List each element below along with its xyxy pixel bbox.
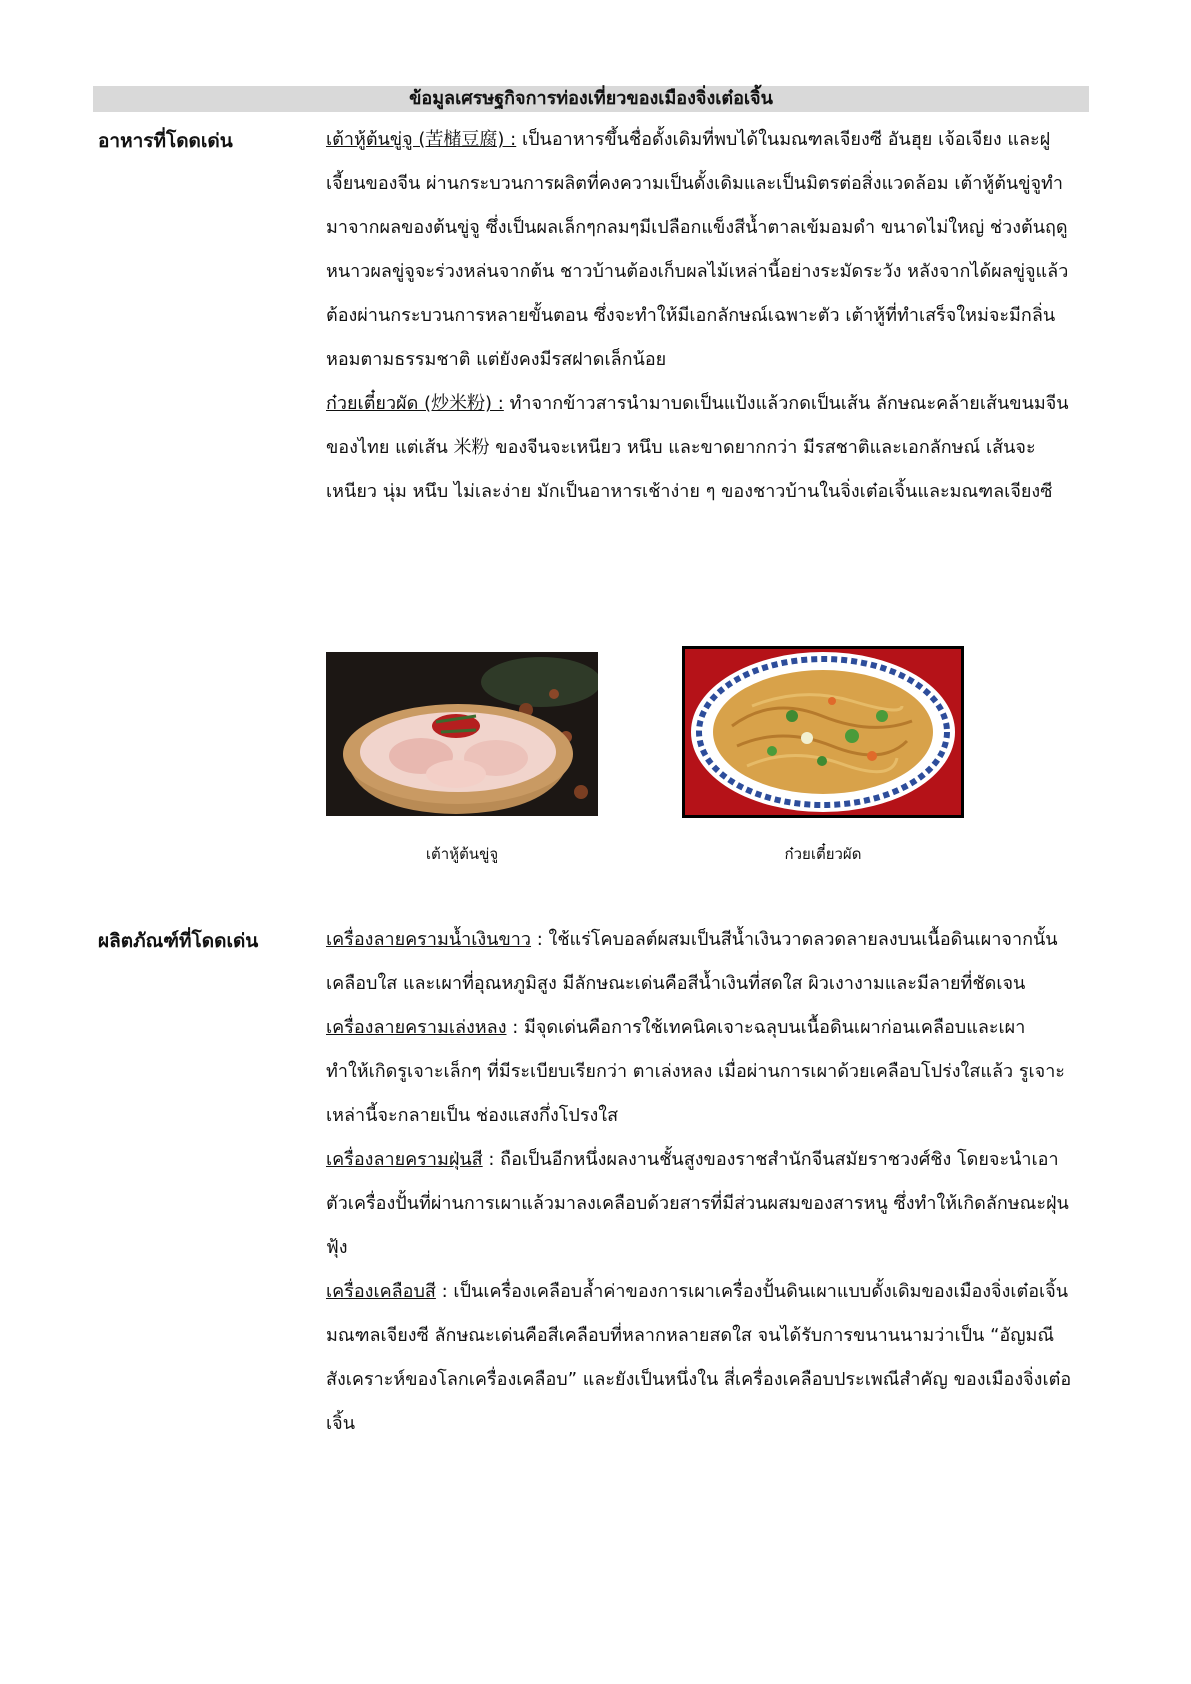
product-item-linglong [326, 1006, 1072, 1138]
section-content-products [326, 918, 1072, 1446]
tofu-caption: เต้าหู้ต้นขู่จู [425, 845, 499, 863]
page-title: ข้อมูลเศรษฐกิจการท่องเที่ยวของเมืองจิ่งเต๋อเจิ้น [93, 86, 1089, 112]
section-label-food: อาหารที่โดดเด่น [98, 130, 233, 152]
product-item-famille-rose [326, 1138, 1072, 1270]
item-term: ก๋วยเตี๋ยวผัด (炒米粉) : [326, 393, 504, 414]
product-item-blue-white [326, 918, 1072, 1006]
item-text: ทำจากข้าวสารนำมาบดเป็นแป้งแล้วกดเป็นเส้น ลักษณะคล้ายเส้นขนมจีนของไทย แต่เส้น 米粉 ของจีนจะเหนียว หนึบ และขาดยากกว่า มีรสชาติและเอกลักษณ์ เส้นจะ เหนียว นุ่ม หนึบ ไม่เละง่าย มักเป็นอาหารเช้าง่าย ๆ ของชาวบ้านในจิ่งเต๋อเจิ้นและมณฑลเจียงซี [326, 393, 1069, 502]
item-term: เครื่องลายครามฝุ่นสี [326, 1149, 483, 1170]
section-label-products: ผลิตภัณฑ์ที่โดดเด่น [98, 930, 259, 952]
product-item-color-glaze [326, 1270, 1072, 1446]
item-text: : ใช้แร่โคบอลต์ผสมเป็นสีน้ำเงินวาดลวดลายลงบนเนื้อดินเผาจากนั้นเคลือบใส และเผาที่อุณหภูมิสูง มีลักษณะเด่นคือสีน้ำเงินที่สดใส ผิวเงางามและมีลายที่ชัดเจน [326, 929, 1058, 994]
item-term: เครื่องลายครามน้ำเงินขาว [326, 929, 532, 950]
item-term: เต้าหู้ต้นขู่จู (苦槠豆腐) : [326, 129, 517, 150]
noodles-image [682, 646, 964, 818]
food-item-tofu [326, 118, 1072, 382]
tofu-image [326, 652, 598, 816]
noodles-caption: ก๋วยเตี๋ยวผัด [784, 845, 862, 863]
item-text: เป็นอาหารขึ้นชื่อดั้งเดิมที่พบได้ในมณฑลเจียงซี อันฮุย เจ้อเจียง และฝูเจี้ยนของจีน ผ่านกระบวนการผลิตที่คงความเป็นดั้งเดิมและเป็นมิตรต่อสิ่งแวดล้อม เต้าหู้ต้นขู่จูทำมาจากผลของต้นขู่จู ซึ่งเป็นผลเล็กๆกลมๆมีเปลือกแข็งสีน้ำตาลเข้มอมดำ ขนาดไม่ใหญ่ ช่วงต้นฤดูหนาวผลขู่จูจะร่วงหล่นจากต้น ชาวบ้านต้องเก็บผลไม้เหล่านี้อย่างระมัดระวัง หลังจากได้ผลขู่จูแล้ว ต้องผ่านกระบวนการหลายขั้นตอน ซึ่งจะทำให้มีเอกลักษณ์เฉพาะตัว เต้าหู้ที่ทำเสร็จใหม่จะมีกลิ่นหอมตามธรรมชาติ แต่ยังคงมีรสฝาดเล็กน้อย [326, 129, 1069, 370]
item-text: : มีจุดเด่นคือการใช้เทคนิคเจาะฉลุบนเนื้อดินเผาก่อนเคลือบและเผา ทำให้เกิดรูเจาะเล็กๆ ที่มีระเบียบเรียกว่า ตาเล่งหลง เมื่อผ่านการเผาด้วยเคลือบโปร่งใสแล้ว รูเจาะเหล่านี้จะกลายเป็น ช่องแสงกึ่งโปรงใส [326, 1017, 1065, 1126]
item-text: : เป็นเครื่องเคลือบล้ำค่าของการเผาเครื่องปั้นดินเผาแบบดั้งเดิมของเมืองจิ่งเต๋อเจิ้น มณฑลเจียงซี ลักษณะเด่นคือสีเคลือบที่หลากหลายสดใส จนได้รับการขนานนามว่าเป็น “อัญมณีสังเคราะห์ของโลกเครื่องเคลือบ” และยังเป็นหนึ่งใน สี่เครื่องเคลือบประเพณีสำคัญ ของเมืองจิ่งเต๋อเจิ้น [326, 1281, 1072, 1434]
item-term: เครื่องลายครามเล่งหลง [326, 1017, 507, 1038]
item-text: : ถือเป็นอีกหนึ่งผลงานชั้นสูงของราชสำนักจีนสมัยราชวงศ์ชิง โดยจะนำเอาตัวเครื่องปั้นที่ผ่านการเผาแล้วมาลงเคลือบด้วยสารที่มีส่วนผสมของสารหนู ซึ่งทำให้เกิดลักษณะฝุ่นฟุ้ง [326, 1149, 1069, 1258]
item-term: เครื่องเคลือบสี [326, 1281, 436, 1302]
section-content-food [326, 118, 1072, 514]
food-item-noodles [326, 382, 1072, 514]
